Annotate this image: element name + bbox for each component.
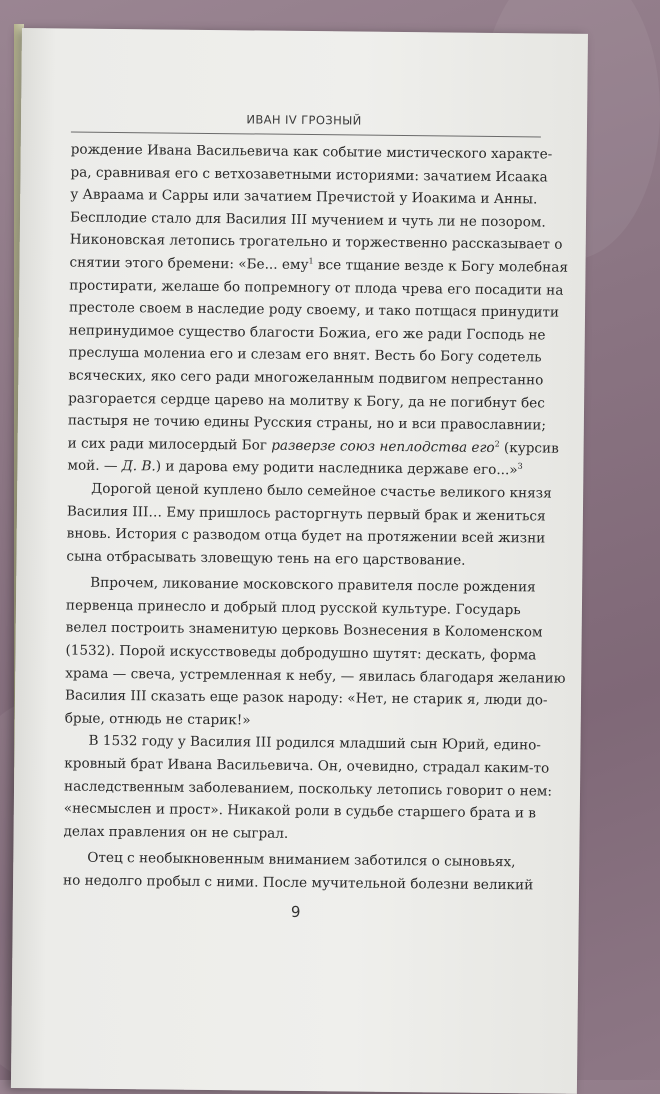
italic-segment: Д. В. <box>121 458 156 475</box>
text-segment: всяческих, яко сего ради многожеланным подвигом непрестанно <box>68 367 544 389</box>
italic-segment: разверзе союз неплодства его <box>271 437 495 456</box>
footnote-marker: 2 <box>494 439 500 449</box>
page-number: 9 <box>290 902 301 921</box>
text-segment: В 1532 году у Василия III родился младший сын Юрий, едино- <box>88 733 541 754</box>
text-segment: простирати, желаше бо попремногу от плода чрева его посадити на <box>69 277 564 299</box>
text-segment: храма — свеча, устремленная к небу, — явилась благодаря желанию <box>65 665 566 687</box>
text-segment: престоле своем в наследие роду своему, и тако потщася принудити <box>68 299 560 321</box>
text-segment: велел построить знаменитую церковь Вознесения в Коломенском <box>65 619 543 641</box>
text-segment: и сих ради милосердый Бог <box>67 435 272 454</box>
book-page <box>11 28 588 1094</box>
text-segment: делах правления он не сыграл. <box>63 823 289 842</box>
text-segment: но недолго пробыл с ними. После мучительной болезни великий <box>62 872 534 894</box>
text-segment: брые, отнюдь не старик!» <box>64 710 251 729</box>
text-segment: Никоновская летопись трогательно и торжественно рассказывает о <box>69 231 563 254</box>
text-segment: кровный брат Ивана Васильевича. Он, очевидно, страдал каким-то <box>64 755 550 777</box>
text-segment: вновь. История с разводом отца будет на протяжении всей жизни <box>66 525 546 547</box>
footnote-marker: 3 <box>517 461 523 472</box>
running-header: ИВАН IV ГРОЗНЫЙ <box>246 112 362 128</box>
text-segment: у Авраама и Сарры или зачатием Пречистой у Иоакима и Анны. <box>70 186 538 208</box>
text-segment: (1532). Порой искусствоведы добродушно шутят: дескать, форма <box>65 642 537 664</box>
header-rule <box>71 132 541 138</box>
text-segment: первенца принесло и добрый плод русской культуре. Государь <box>65 597 521 619</box>
text-segment: снятии этого бремени: «Бе... ему <box>69 254 309 273</box>
text-segment: сына отбрасывать зловещую тень на его царствование. <box>66 548 466 569</box>
footnote-marker: 1 <box>308 256 314 266</box>
text-segment: разгорается сердце царево на молитву к Богу, да не погибнут бес <box>68 390 545 412</box>
text-segment: пастыря не точию едины Русския страны, но и вси православнии; <box>67 412 547 434</box>
text-segment: непринудимое существо благости Божиа, его же ради Господь не <box>68 322 546 344</box>
text-segment: Отец с необыкновенным вниманием заботился о сыновьях, <box>87 850 516 871</box>
text-segment: мой. — <box>67 457 122 475</box>
text-segment: «несмыслен и прост». Никакой роли в судьбе старшего брата и в <box>63 800 537 822</box>
text-segment: (курсив <box>499 439 559 457</box>
text-segment: ) и дарова ему родити наследника державе его...» <box>155 458 518 479</box>
text-line <box>63 869 537 897</box>
text-segment: Бесплодие стало для Василия III мучением и чуть ли не позором. <box>69 209 546 231</box>
body-text <box>62 139 569 898</box>
text-segment: все тщание везде к Богу молебная <box>313 257 569 276</box>
text-segment: ра, сравнивая его с ветхозаветными историями: зачатием Исаака <box>70 164 548 186</box>
text-segment: рождение Ивана Васильевича как событие мистического характе- <box>70 141 553 163</box>
text-segment: преслуша молениа его и слезам его внят. Весть бо Богу содетель <box>68 344 542 366</box>
text-segment: Василия III сказать еще разок народу: «Нет, не старик я, люди до- <box>64 687 548 709</box>
text-segment: Василия III… Ему пришлось расторгнуть первый брак и жениться <box>66 502 546 525</box>
text-segment: наследственным заболеванием, поскольку летопись говорит о нем: <box>63 778 553 800</box>
text-segment: Впрочем, ликование московского правителя после рождения <box>90 575 536 596</box>
text-segment: Дорогой ценой куплено было семейное счастье великого князя <box>91 480 552 502</box>
